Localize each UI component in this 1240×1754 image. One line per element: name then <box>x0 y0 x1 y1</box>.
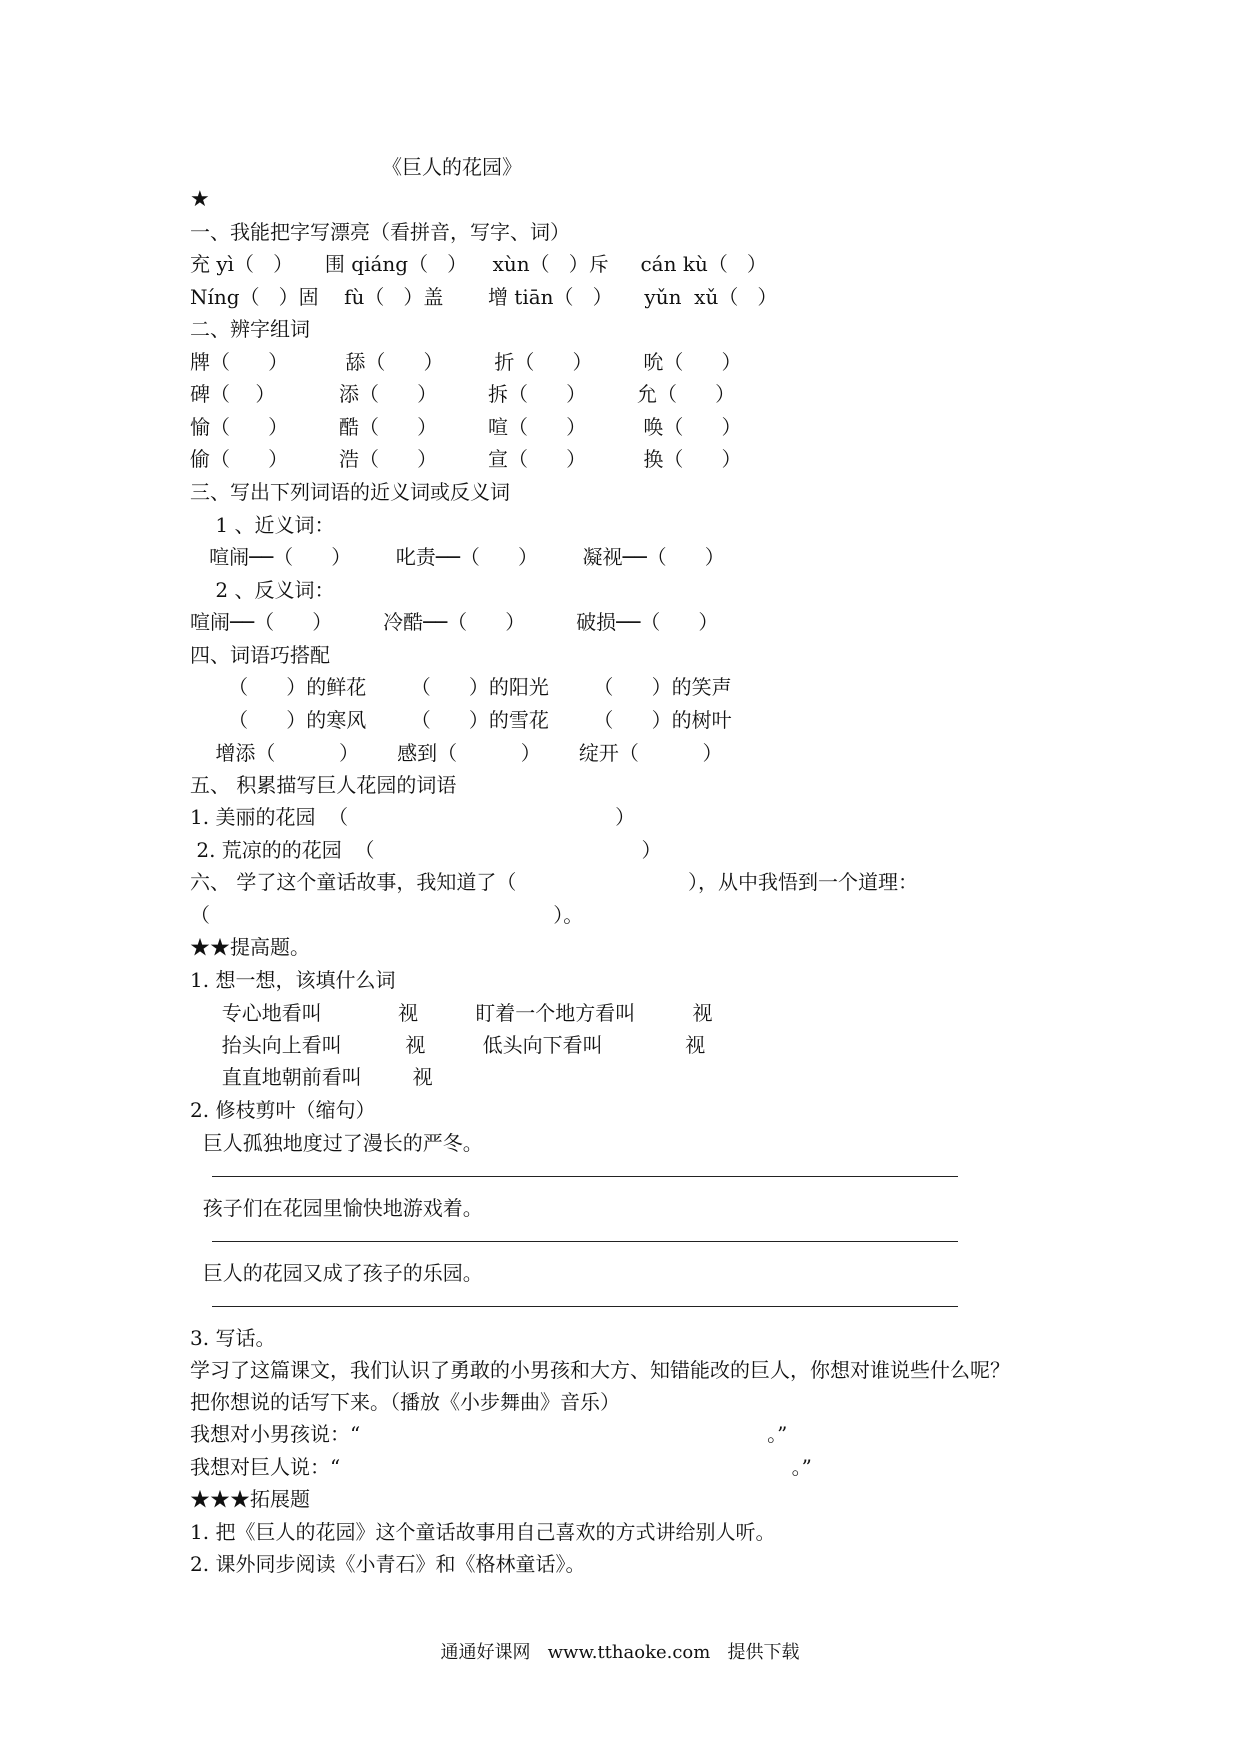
section-1-row-2: Níng（ ）固 fù（ ）盖 增 tiān（ ） yǔn xǔ（ ） <box>190 285 778 309</box>
section-1-heading: 一、我能把字写漂亮（看拼音，写字、词） <box>190 220 570 244</box>
section-3-heading: 三、写出下列词语的近义词或反义词 <box>190 480 510 504</box>
question-2-prompt: 2. 修枝剪叶（缩句） <box>190 1098 376 1122</box>
section-5-heading: 五、 积累描写巨人花园的词语 <box>190 773 457 797</box>
section-3-synonym-row: 喧闹──（ ） 叱责──（ ） 凝视──（ ） <box>190 545 725 569</box>
question-3-line-giant: 我想对巨人说：“ 。” <box>190 1455 812 1479</box>
section-2-row-2: 碑（ ） 添（ ） 拆（ ） 允（ ） <box>190 382 736 406</box>
extension-item-1: 1. 把《巨人的花园》这个童话故事用自己喜欢的方式讲给别人听。 <box>190 1520 776 1544</box>
question-1-row-3: 直直地朝前看叫 视 <box>190 1065 433 1089</box>
section-4-row-1: （ ）的鲜花 （ ）的阳光 （ ）的笑声 <box>190 675 732 699</box>
section-6-row-2: （ ）。 <box>190 903 584 927</box>
section-6-row-1: 六、 学了这个童话故事，我知道了（ ），从中我悟到一个道理： <box>190 870 919 894</box>
question-1-row-1: 专心地看叫 视 盯着一个地方看叫 视 <box>190 1001 713 1025</box>
section-4-heading: 四、词语巧搭配 <box>190 643 330 667</box>
section-2-row-1: 牌（ ） 舔（ ） 折（ ） 吮（ ） <box>190 350 742 374</box>
question-2-sentence-1: 巨人孤独地度过了漫长的严冬。 <box>190 1131 483 1155</box>
section-1-row-1: 充 yì（ ） 围 qiáng（ ） xùn（ ）斥 cán kù（ ） <box>190 252 767 276</box>
answer-line-2 <box>212 1241 958 1242</box>
question-1-row-2: 抬头向上看叫 视 低头向下看叫 视 <box>190 1033 706 1057</box>
level-basic-star: ★ <box>190 187 210 212</box>
section-2-heading: 二、辨字组词 <box>190 317 310 341</box>
section-5-row-1: 1. 美丽的花园 （ ） <box>190 805 636 829</box>
question-3-line-boy: 我想对小男孩说：“ 。” <box>190 1422 788 1446</box>
answer-line-3 <box>212 1306 958 1307</box>
page-title: 《巨人的花园》 <box>382 155 522 179</box>
section-4-row-3: 增添（ ） 感到（ ） 绽开（ ） <box>190 741 723 765</box>
question-3-text-1: 学习了这篇课文，我们认识了勇敢的小男孩和大方、知错能改的巨人，你想对谁说些什么呢？ <box>190 1358 1010 1382</box>
question-1-prompt: 1. 想一想，该填什么词 <box>190 968 396 992</box>
level-advanced-heading: ★★提高题。 <box>190 935 310 959</box>
section-3-synonym-label: 1 、近义词： <box>190 513 335 537</box>
answer-line-1 <box>212 1176 958 1177</box>
level-extension-heading: ★★★拓展题 <box>190 1487 310 1511</box>
question-3-prompt: 3. 写话。 <box>190 1326 276 1350</box>
section-5-row-2: 2. 荒凉的的花园 （ ） <box>190 838 662 862</box>
question-3-text-2: 把你想说的话写下来。（播放《小步舞曲》音乐） <box>190 1390 620 1414</box>
section-3-antonym-row: 喧闹──（ ） 冷酷──（ ） 破损──（ ） <box>190 610 719 634</box>
extension-item-2: 2. 课外同步阅读《小青石》和《格林童话》。 <box>190 1552 586 1576</box>
question-2-sentence-3: 巨人的花园又成了孩子的乐园。 <box>190 1261 483 1285</box>
footer-credit: 通通好课网 www.tthaoke.com 提供下载 <box>440 1642 800 1663</box>
section-2-row-3: 愉（ ） 酷（ ） 喧（ ） 唤（ ） <box>190 415 742 439</box>
section-2-row-4: 偷（ ） 浩（ ） 宣（ ） 换（ ） <box>190 447 742 471</box>
question-2-sentence-2: 孩子们在花园里愉快地游戏着。 <box>190 1196 483 1220</box>
section-4-row-2: （ ）的寒风 （ ）的雪花 （ ）的树叶 <box>190 708 732 732</box>
section-3-antonym-label: 2 、反义词： <box>190 578 335 602</box>
